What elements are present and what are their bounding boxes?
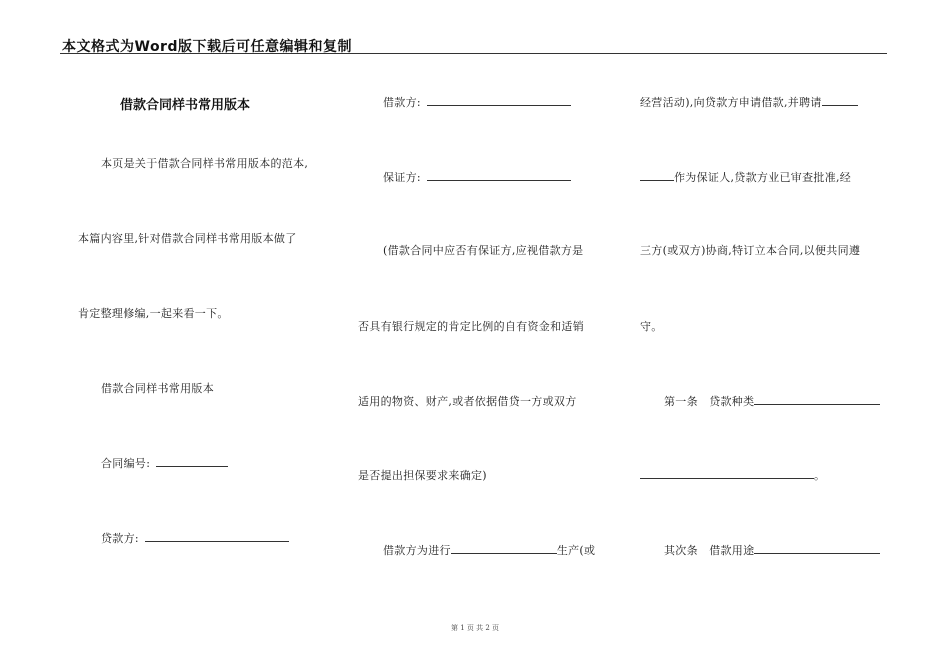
loan-type-blank	[754, 393, 880, 405]
intro-line-3: 肯定整理修编,一起来看一下。	[78, 307, 229, 320]
note-line-3: 适用的物资、财产,或者依据借贷一方或双方	[358, 395, 577, 408]
lender-label: 贷款方:	[101, 532, 139, 545]
production-blank	[451, 542, 557, 554]
guarantor-blank	[427, 169, 571, 181]
guarantor-row	[383, 169, 571, 185]
article-2-label: 其次条 借款用途	[664, 544, 755, 557]
guarantor-name-blank-1	[822, 94, 858, 106]
lender-row	[101, 530, 289, 546]
article-1-label: 第一条 贷款种类	[664, 395, 755, 408]
clause-line-1	[640, 94, 858, 110]
clause-line-1-text: 经营活动),向贷款方申请借款,并聘请	[640, 96, 822, 109]
contract-subtitle: 借款合同样书常用版本	[101, 382, 214, 395]
clause-line-4: 守。	[640, 320, 663, 333]
clause-line-3: 三方(或双方)协商,特订立本合同,以便共同遵	[640, 244, 861, 257]
purpose-intro-end: 生产(或	[556, 544, 596, 557]
clause-line-2-text: 作为保证人,贷款方业已审查批准,经	[674, 171, 852, 184]
borrower-blank	[427, 94, 571, 106]
contract-number-row	[101, 455, 228, 471]
header-banner: 本文格式为Word版下载后可任意编辑和复制	[62, 39, 352, 55]
intro-line-1: 本页是关于借款合同样书常用版本的范本,	[101, 157, 309, 170]
clause-line-2	[640, 169, 851, 185]
header-divider	[60, 53, 887, 54]
page-number: 第 1 页 共 2 页	[450, 624, 500, 632]
guarantor-label: 保证方:	[383, 171, 421, 184]
contract-number-label: 合同编号:	[101, 457, 151, 470]
note-line-1: (借款合同中应否有保证方,应视借款方是	[383, 244, 584, 257]
purpose-intro-start: 借款方为进行	[383, 544, 451, 557]
lender-blank	[145, 530, 289, 542]
article-1-continuation	[640, 467, 825, 483]
note-line-2: 否具有银行规定的肯定比例的自有资金和适销	[358, 320, 584, 333]
document-title: 借款合同样书常用版本	[120, 98, 251, 113]
article-2-row	[664, 542, 880, 558]
article-1-period: 。	[814, 469, 826, 482]
note-line-4: 是否提出担保要求来确定)	[358, 469, 487, 482]
borrower-label: 借款方:	[383, 96, 421, 109]
loan-type-blank-2	[640, 467, 814, 479]
article-1-row	[664, 393, 880, 409]
contract-number-blank	[156, 455, 228, 467]
guarantor-name-blank-2	[640, 169, 674, 181]
loan-purpose-blank	[754, 542, 880, 554]
borrower-row	[383, 94, 571, 110]
purpose-intro-row	[383, 542, 595, 558]
intro-line-2: 本篇内容里,针对借款合同样书常用版本做了	[78, 232, 297, 245]
